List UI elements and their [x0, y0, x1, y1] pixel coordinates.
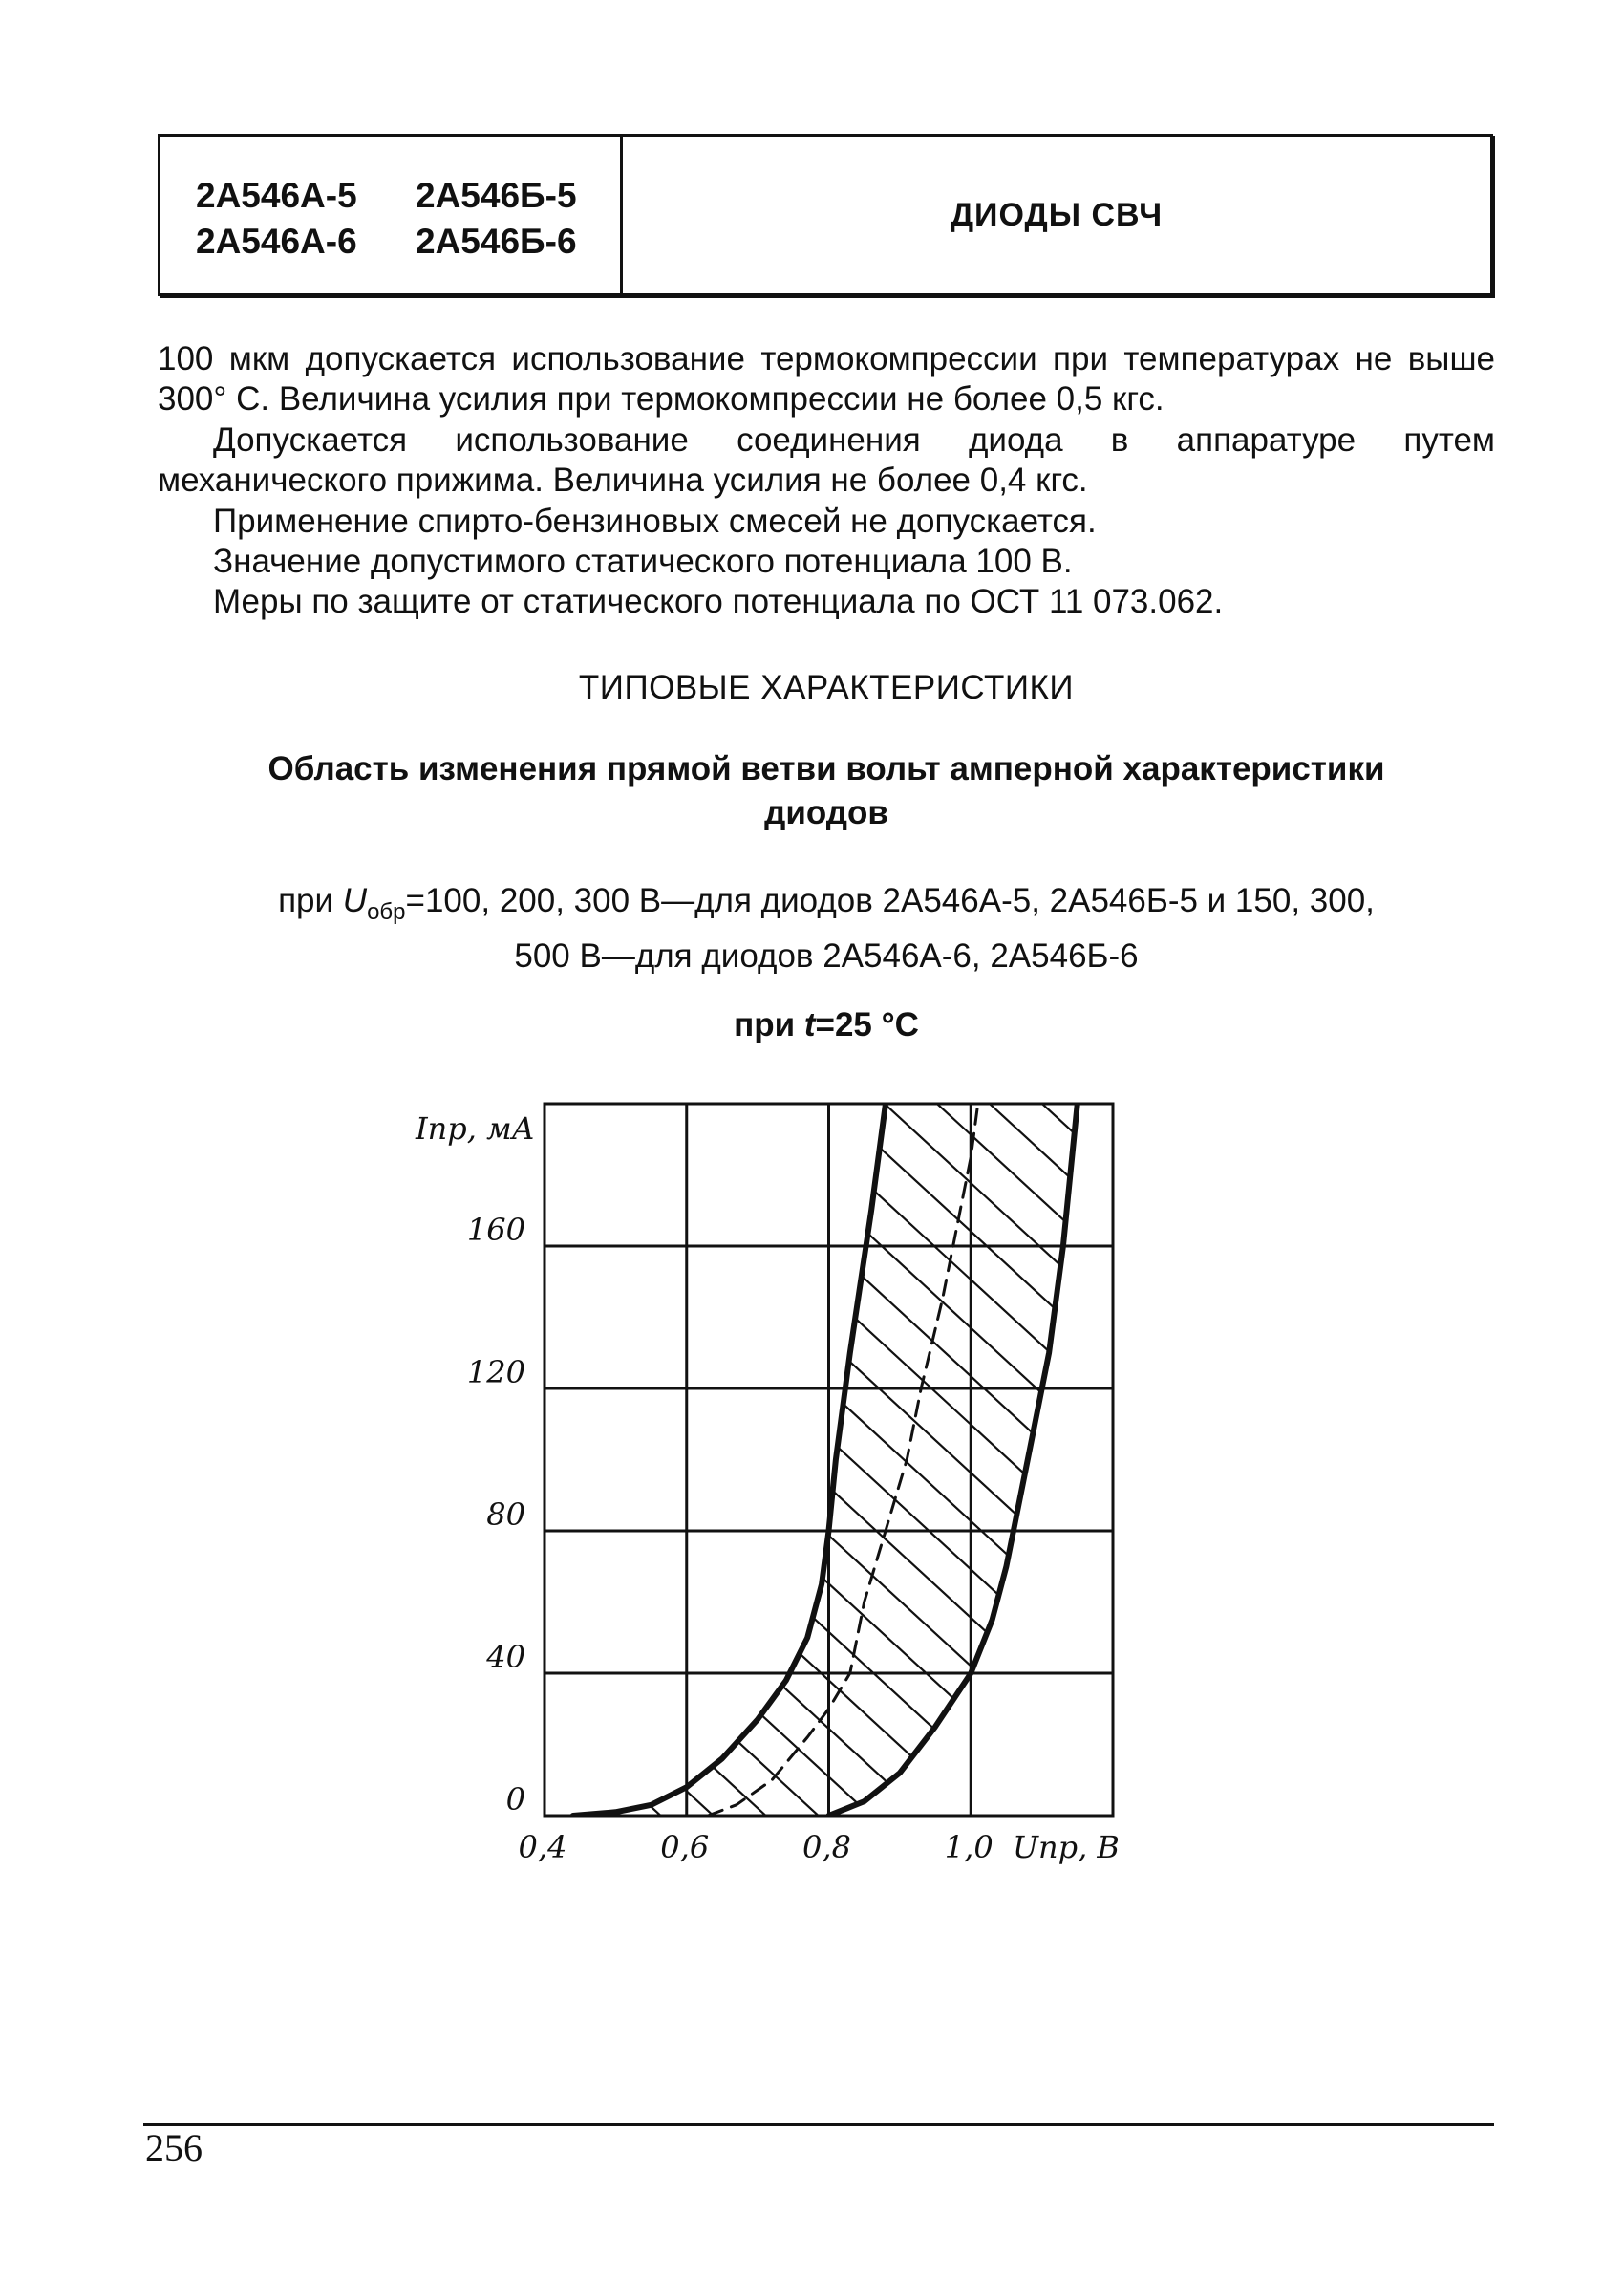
- model-code: 2А546Б-6: [416, 222, 577, 261]
- section-heading: ТИПОВЫЕ ХАРАКТЕРИСТИКИ: [578, 669, 1075, 706]
- hatch-line: [1452, 1094, 1624, 1911]
- model-code: 2А546А-5: [196, 176, 357, 215]
- hatch-line: [0, 1094, 1342, 1911]
- hatch-line: [0, 1094, 344, 1911]
- hatch-line: [1557, 1094, 1624, 1911]
- model-code: 2А546А-6: [196, 222, 357, 261]
- y-tick-label: 120: [466, 1354, 525, 1390]
- y-tick-label: 40: [486, 1639, 525, 1675]
- hatch-line: [0, 1094, 1132, 1911]
- y-tick-label: 0: [505, 1781, 525, 1818]
- x-tick-label: 0,6: [660, 1829, 710, 1865]
- hatch-line: [0, 1094, 764, 1911]
- chart-heading-line: Область изменения прямой ветви вольт амперной характеристики: [267, 750, 1385, 787]
- hatch-line: [0, 1094, 239, 1911]
- hatch-line: [401, 1094, 1624, 1911]
- hatch-line: [664, 1094, 1624, 1911]
- hatch-line: [927, 1094, 1624, 1911]
- model-code: 2А546Б-5: [416, 176, 577, 215]
- hatch-line: [1347, 1094, 1624, 1911]
- y-axis-label: Iпр, мА: [416, 1110, 535, 1147]
- hatch-line: [0, 1094, 291, 1911]
- hatch-line: [611, 1094, 1624, 1911]
- hatch-line: [1084, 1094, 1624, 1911]
- paragraph-static-potential: Значение допустимого статического потенциала 100 В.: [213, 543, 1073, 580]
- voltage-symbol: U: [342, 882, 368, 919]
- hatch-line: [1505, 1094, 1624, 1911]
- typical-curve: [708, 1104, 978, 1816]
- hatch-line: [244, 1094, 1624, 1911]
- upper-bound-curve: [829, 1104, 1078, 1816]
- hatch-line: [1137, 1094, 1624, 1911]
- hatch-line: [349, 1094, 1624, 1911]
- hatch-line: [86, 1094, 1500, 1911]
- hatched-region: [0, 1094, 1624, 1911]
- hatch-line: [0, 1094, 1079, 1911]
- voltage-subscript: обр: [367, 899, 406, 925]
- temperature-prefix: при: [734, 1006, 804, 1043]
- x-tick-label: 1,0: [944, 1829, 994, 1865]
- hatch-line: [716, 1094, 1624, 1911]
- hatch-lines: [0, 1094, 1624, 1911]
- paragraph-mechanical-clamp: Допускается использование соединения диода в аппаратуре путем механического прижима. Величина усилия не более 0,4 кгс.: [158, 421, 1495, 499]
- hatch-line: [454, 1094, 1624, 1911]
- hatch-line: [874, 1094, 1624, 1911]
- hatch-line: [33, 1094, 1447, 1911]
- lower-bound-curve: [573, 1104, 886, 1816]
- paragraph-solvents: Применение спирто-бензиновых смесей не допускается.: [213, 503, 1097, 540]
- condition-text: =100, 200, 300 В—для диодов 2А546А-5, 2А546Б-5 и 150, 300,: [405, 882, 1375, 919]
- hatch-line: [0, 1094, 922, 1911]
- hatch-line: [0, 1094, 1237, 1911]
- y-tick-label: 80: [486, 1496, 525, 1533]
- hatch-line: [1242, 1094, 1624, 1911]
- chart-ticks: [467, 1212, 994, 1865]
- hatch-line: [979, 1094, 1624, 1911]
- temperature-symbol: t: [803, 1006, 816, 1043]
- x-axis-label: Uпр, В: [1013, 1829, 1120, 1865]
- x-tick-label: 0,8: [802, 1829, 851, 1865]
- page-number: 256: [145, 2126, 203, 2169]
- hatch-line: [0, 1094, 712, 1911]
- hatch-line: [0, 1094, 502, 1911]
- hatch-line: [0, 1094, 1290, 1911]
- hatch-line: [1294, 1094, 1624, 1911]
- paragraph-thermocompression: 100 мкм допускается использование термокомпрессии при температурах не выше 300° С. Величина усилия при термокомпрессии не более 0,5 кгс.: [158, 340, 1495, 418]
- hatch-line: [1400, 1094, 1624, 1911]
- hatch-line: [0, 1094, 1395, 1911]
- paragraph-static-protection: Меры по защите от статического потенциала по ОСТ 11 073.062.: [213, 583, 1224, 620]
- footer-rule: [143, 2123, 1494, 2126]
- hatch-line: [0, 1094, 449, 1911]
- category-title: ДИОДЫ СВЧ: [950, 196, 1164, 233]
- hatch-line: [559, 1094, 1624, 1911]
- condition-prefix: при: [278, 882, 343, 919]
- temperature-value: =25 °С: [815, 1006, 919, 1043]
- hatch-line: [1189, 1094, 1624, 1911]
- hatch-line: [0, 1094, 659, 1911]
- hatch-line: [1032, 1094, 1624, 1911]
- hatch-line: [822, 1094, 1624, 1911]
- hatch-line: [1610, 1094, 1624, 1911]
- y-tick-label: 160: [466, 1212, 525, 1248]
- chart-heading-line: диодов: [764, 794, 888, 831]
- condition-line: 500 В—для диодов 2А546А-6, 2А546Б-6: [514, 937, 1139, 975]
- hatch-line: [0, 1094, 817, 1911]
- x-tick-label: 0,4: [518, 1829, 567, 1865]
- hatch-line: [0, 1094, 869, 1911]
- hatch-line: [0, 1094, 396, 1911]
